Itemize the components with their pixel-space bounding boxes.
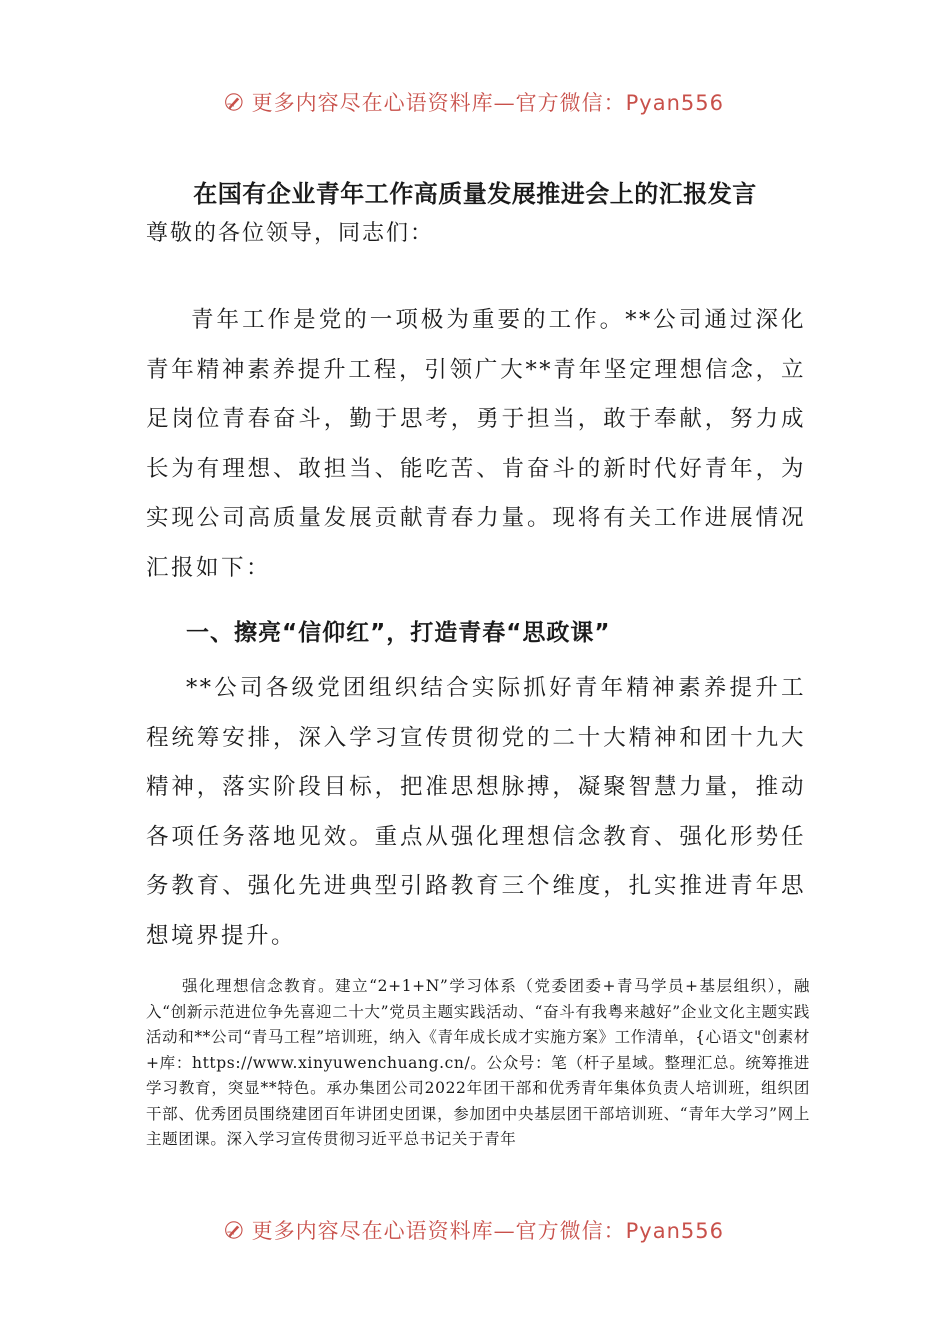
header-banner xyxy=(224,82,724,122)
document-title: 在国有企业青年工作高质量发展推进会上的汇报发言 xyxy=(193,180,757,208)
footer-banner xyxy=(224,1210,724,1250)
pen-logo-icon xyxy=(224,84,244,120)
section-heading-1: 一、擦亮“信仰红”，打造青春“思政课” xyxy=(186,620,611,646)
salutation: 尊敬的各位领导，同志们： xyxy=(146,221,435,246)
banner-handle: Pyan556 xyxy=(625,1219,724,1243)
paragraph-intro: 青年工作是党的一项极为重要的工作。**公司通过深化青年精神素养提升工程，引领广大**青年坚定理想信念，立足岗位青春奋斗，勤于思考，勇于担当，敢于奉献，努力成长为有理想、敢担当、能吃苦、肯奋斗的新时代好青年，为实现公司高质量发展贡献青春力量。现将有关工作进展情况汇报如下： xyxy=(146,307,806,581)
banner-text: 更多内容尽在心语资料库—官方微信：Pyan556 xyxy=(251,91,724,115)
paragraph-detail: 强化理想信念教育。建立“2+1+N”学习体系（党委团委+青马学员+基层组织），融入“创新示范进位争先喜迎二十大”党员主题实践活动、“奋斗有我粤来越好”企业文化主题实践活动和**公司“青马工程”培训班，纳入《青年成长成才实施方案》工作清单，{心语文"创素材+库：https://www.xinyuwenchuang.cn/。公众号：笔（杆子星域。整理汇总。统筹推进学习教育，突显**特色。承办集团公司2022年团干部和优秀青年集体负责人培训班，组织团干部、优秀团员围绕建团百年讲团史团课，参加团中央基层团干部培训班、“青年大学习”网上主题团课。深入学习宣传贯彻习近平总书记关于青年 xyxy=(146,977,810,1148)
pen-logo-icon xyxy=(224,1212,244,1248)
banner-handle: Pyan556 xyxy=(625,91,724,115)
paragraph-section-1: **公司各级党团组织结合实际抓好青年精神素养提升工程统筹安排，深入学习宣传贯彻党的二十大精神和团十九大精神，落实阶段目标，把准思想脉搏，凝聚智慧力量，推动各项任务落地见效。重点从强化理想信念教育、强化形势任务教育、强化先进典型引路教育三个维度，扎实推进青年思想境界提升。 xyxy=(146,675,806,949)
banner-text: 更多内容尽在心语资料库—官方微信：Pyan556 xyxy=(251,1219,724,1243)
